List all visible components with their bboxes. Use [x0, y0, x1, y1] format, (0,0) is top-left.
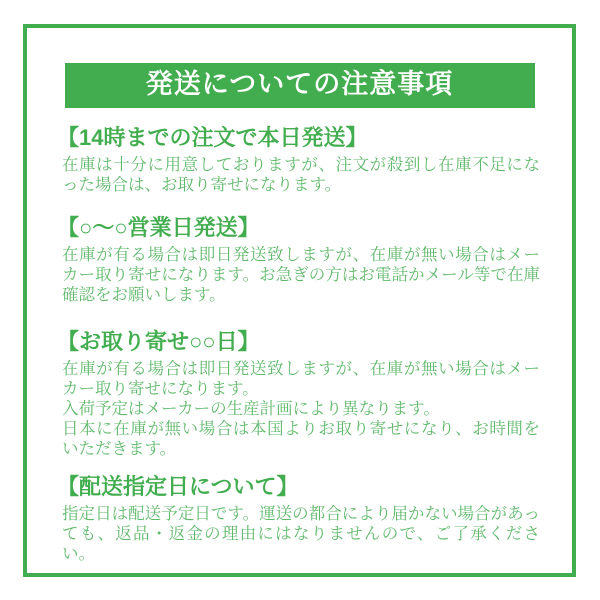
section-heading: 【配送指定日について】	[57, 474, 299, 499]
section-paragraph: 日本に在庫が無い場合は本国よりお取り寄せになり、お時間をいただきます。	[62, 420, 540, 458]
section-paragraph: 在庫は十分に用意しておりますが、注文が殺到し在庫不足になった場合は、お取り寄せになります。	[62, 156, 540, 194]
section-business-days-shipping	[27, 215, 572, 305]
section-paragraph: 在庫が有る場合は即日発送致しますが、在庫が無い場合はメーカー取り寄せになります。お急ぎの方はお電話かメール等で在庫確認をお願いします。	[62, 246, 540, 304]
section-heading: 【○〜○営業日発送】	[57, 215, 260, 240]
section-delivery-date	[27, 474, 572, 564]
section-paragraph: 指定日は配送予定日です。運送の都合により届かない場合があっても、返品・返金の理由にはなりませんので、ご了承ください。	[62, 505, 540, 563]
section-backorder	[27, 329, 572, 459]
notice-box	[23, 24, 576, 577]
section-paragraph: 入荷予定はメーカーの生産計画により異なります。	[62, 400, 440, 418]
section-same-day-shipping	[27, 125, 572, 195]
section-heading: 【14時までの注文で本日発送】	[57, 125, 368, 150]
notice-title: 発送についての注意事項	[145, 69, 454, 99]
section-paragraph: 在庫が有る場合は即日発送致しますが、在庫が無い場合はメーカー取り寄せになります。	[62, 360, 540, 398]
notice-header-banner	[65, 63, 535, 108]
section-heading: 【お取り寄せ○○日】	[57, 329, 260, 354]
